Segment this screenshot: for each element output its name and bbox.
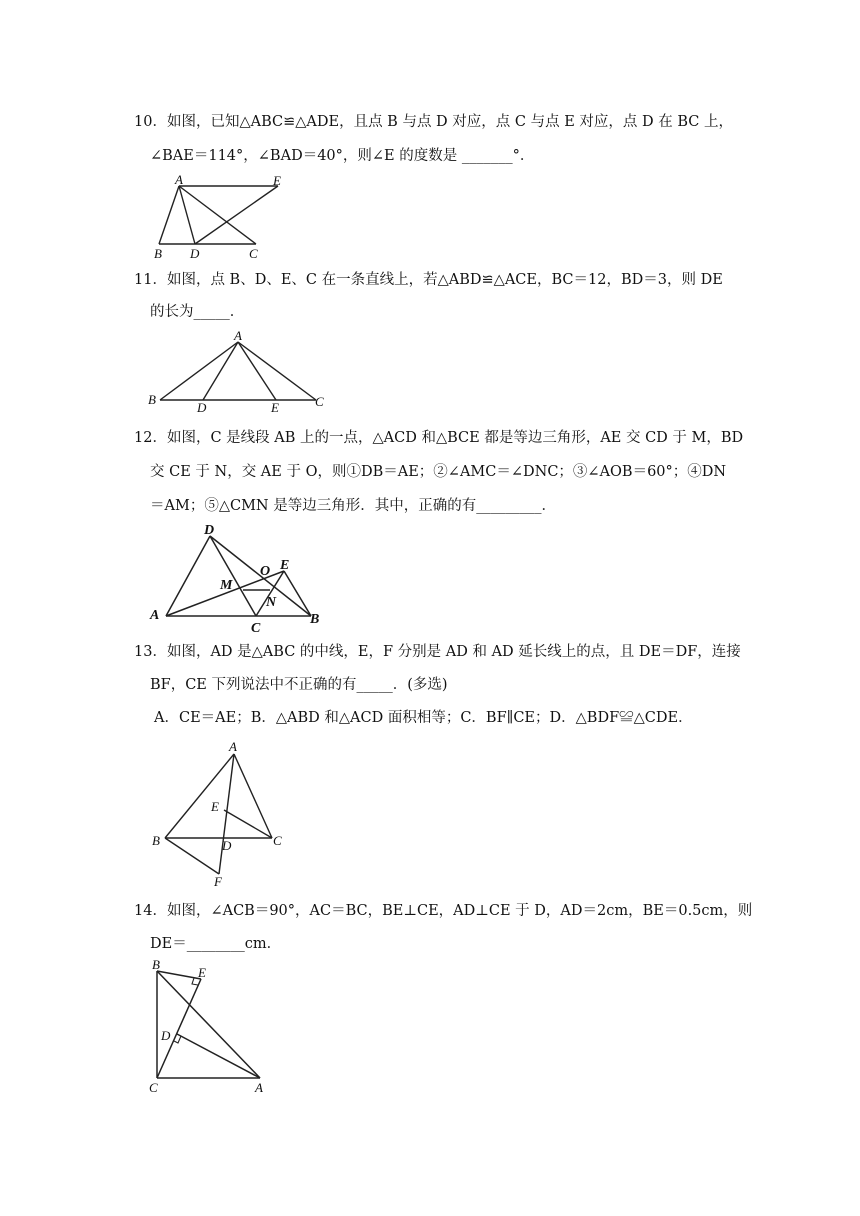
point-label: F [214,874,222,889]
problem-text-line: 13．如图，AD 是△ABC 的中线，E，F 分别是 AD 和 AD 延长线上的点，且 DE＝DF，连接 [134,644,741,660]
point-label: D [190,246,200,261]
problem-text-line: 12．如图，C 是线段 AB 上的一点，△ACD 和△BCE 都是等边三角形，AE 交 CD 于 M，BD [134,430,744,446]
point-label: E [271,400,279,415]
problem-12-figure [146,520,336,635]
point-label: B [310,612,320,627]
point-label: C [251,621,261,636]
point-label: B [154,246,162,261]
point-label: E [198,965,206,980]
point-label: A [255,1080,263,1095]
point-label: A [175,172,183,187]
problem-14-figure [144,956,279,1096]
point-label: M [220,578,233,593]
problem-13-figure [146,738,296,890]
point-label: B [148,392,156,407]
problem-11-figure [146,330,336,415]
point-label: C [315,394,324,409]
problem-text-line: A．CE＝AE；B．△ABD 和△ACD 面积相等；C．BF∥CE；D．△BDF≌△CDE． [154,710,693,726]
problem-text-line: ∠BAE＝114°，∠BAD＝40°，则∠E 的度数是 _______°． [150,148,535,164]
point-label: A [229,739,237,754]
problem-text-line: ＝AM；⑤△CMN 是等边三角形．其中，正确的有_________． [150,498,556,514]
problem-text-line: 交 CE 于 N，交 AE 于 O，则①DB＝AE；②∠AMC＝∠DNC；③∠AOB＝60°；④DN [150,464,727,480]
point-label: A [234,328,242,343]
point-label: C [249,246,258,261]
point-label: B [152,957,160,972]
point-label: O [260,564,271,579]
point-label: N [266,595,277,610]
problem-text-line: 的长为_____． [150,304,245,320]
point-label: C [273,833,282,848]
problem-text-line: 11．如图，点 B、D、E、C 在一条直线上，若△ABD≌△ACE，BC＝12，BD＝3，则 DE [134,272,723,288]
problem-10-figure [148,174,298,264]
point-label: B [152,833,160,848]
point-label: C [149,1080,158,1095]
point-label: D [222,838,232,853]
point-label: E [280,558,290,573]
point-label: A [150,608,160,623]
point-label: D [161,1028,171,1043]
problem-text-line: 10．如图，已知△ABC≌△ADE，且点 B 与点 D 对应，点 C 与点 E 对应，点 D 在 BC 上， [134,114,733,130]
point-label: E [273,173,281,188]
problem-text-line: BF，CE 下列说法中不正确的有_____．(多选) [150,677,448,693]
problem-text-line: DE＝________cm． [150,936,282,952]
point-label: E [211,799,219,814]
point-label: D [204,523,215,538]
point-label: D [197,400,207,415]
problem-text-line: 14．如图，∠ACB＝90°，AC＝BC，BE⊥CE，AD⊥CE 于 D，AD＝2cm，BE＝0.5cm，则 [134,903,753,919]
